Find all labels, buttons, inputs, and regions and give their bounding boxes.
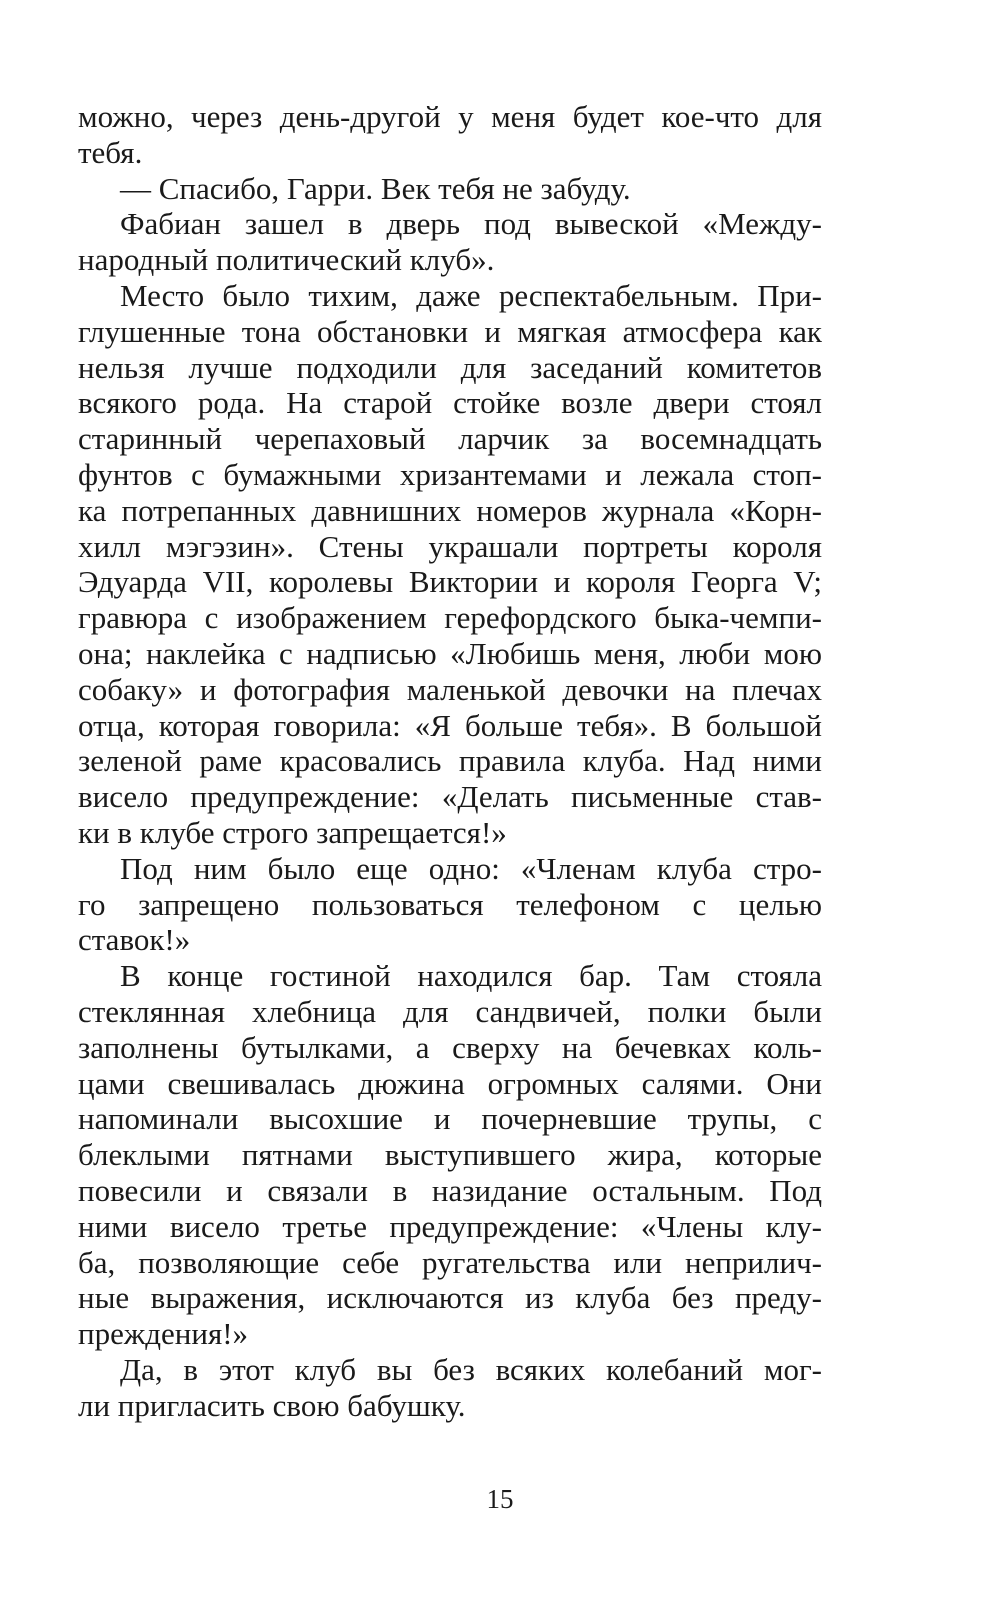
paragraph [78,958,822,1352]
text-line: народный политический клуб». [78,242,495,278]
text-line: В конце гостиной находился бар. Там стояла [120,958,822,994]
text-line: всякого рода. На старой стойке возле двери стоял [78,385,822,421]
text-line: ставок!» [78,922,191,958]
text-line: напоминали высохшие и почерневшие трупы, с [78,1101,822,1137]
text-line: Под ним было еще одно: «Членам клуба стро- [120,850,822,886]
text-line: Фабиан зашел в дверь под вывеской «Между- [120,206,822,242]
text-line: стеклянная хлебница для сандвичей, полки были [78,993,822,1029]
text-line: можно, через день-другой у меня будет кое-что для [78,99,822,134]
text-line: — Спасибо, Гарри. Век тебя не забуду. [120,170,631,206]
paragraph [78,1352,822,1424]
text-line: ба, позволяющие себе ругательства или неприлич- [78,1244,822,1280]
text-line: Место было тихим, даже респектабельным. При- [120,277,822,313]
paragraph [78,171,822,207]
text-line: нельзя лучше подходили для заседаний комитетов [78,349,822,385]
text-line: ли пригласить свою бабушку. [78,1387,466,1423]
text-line: собаку» и фотография маленькой девочки на плечах [78,671,822,707]
text-line: цами свешивалась дюжина огромных салями. Они [78,1065,822,1101]
text-line: фунтов с бумажными хризантемами и лежала стоп- [78,456,822,492]
text-line: преждения!» [78,1316,249,1352]
text-line: глушенные тона обстановки и мягкая атмосфера как [78,313,822,349]
paragraph [78,206,822,278]
text-line: висело предупреждение: «Делать письменные став- [78,779,822,815]
text-line: блеклыми пятнами выступившего жира, которые [78,1137,822,1173]
paragraph [78,99,822,171]
text-line: она; наклейка с надписью «Любишь меня, люби мою [78,635,822,671]
text-line: заполнены бутылками, а сверху на бечевках коль- [78,1029,822,1065]
text-line: тебя. [78,134,143,170]
text-line: Эдуарда VII, королевы Виктории и короля Георга V; [78,564,822,600]
text-line: ка потрепанных давнишних номеров журнала «Корн- [78,492,822,528]
text-line: Да, в этот клуб вы без всяких колебаний мог- [120,1351,822,1387]
paragraph [78,278,822,851]
page-number: 15 [486,1484,514,1514]
text-line: хилл мэгэзин». Стены украшали портреты короля [78,528,822,564]
text-line: ними висело третье предупреждение: «Члены клу- [78,1208,822,1244]
book-page [78,99,822,1423]
text-line: ки в клубе строго запрещается!» [78,814,507,850]
text-line: отца, которая говорила: «Я больше тебя». В большой [78,707,822,743]
text-line: гравюра с изображением герефордского быка-чемпи- [78,600,822,636]
text-line: ные выражения, исключаются из клуба без преду- [78,1280,822,1316]
text-line: зеленой раме красовались правила клуба. Над ними [78,743,822,779]
text-line: го запрещено пользоваться телефоном с целью [78,886,822,922]
text-line: повесили и связали в назидание остальным. Под [78,1172,822,1208]
paragraph [78,851,822,958]
text-line: старинный черепаховый ларчик за восемнадцать [78,421,822,457]
